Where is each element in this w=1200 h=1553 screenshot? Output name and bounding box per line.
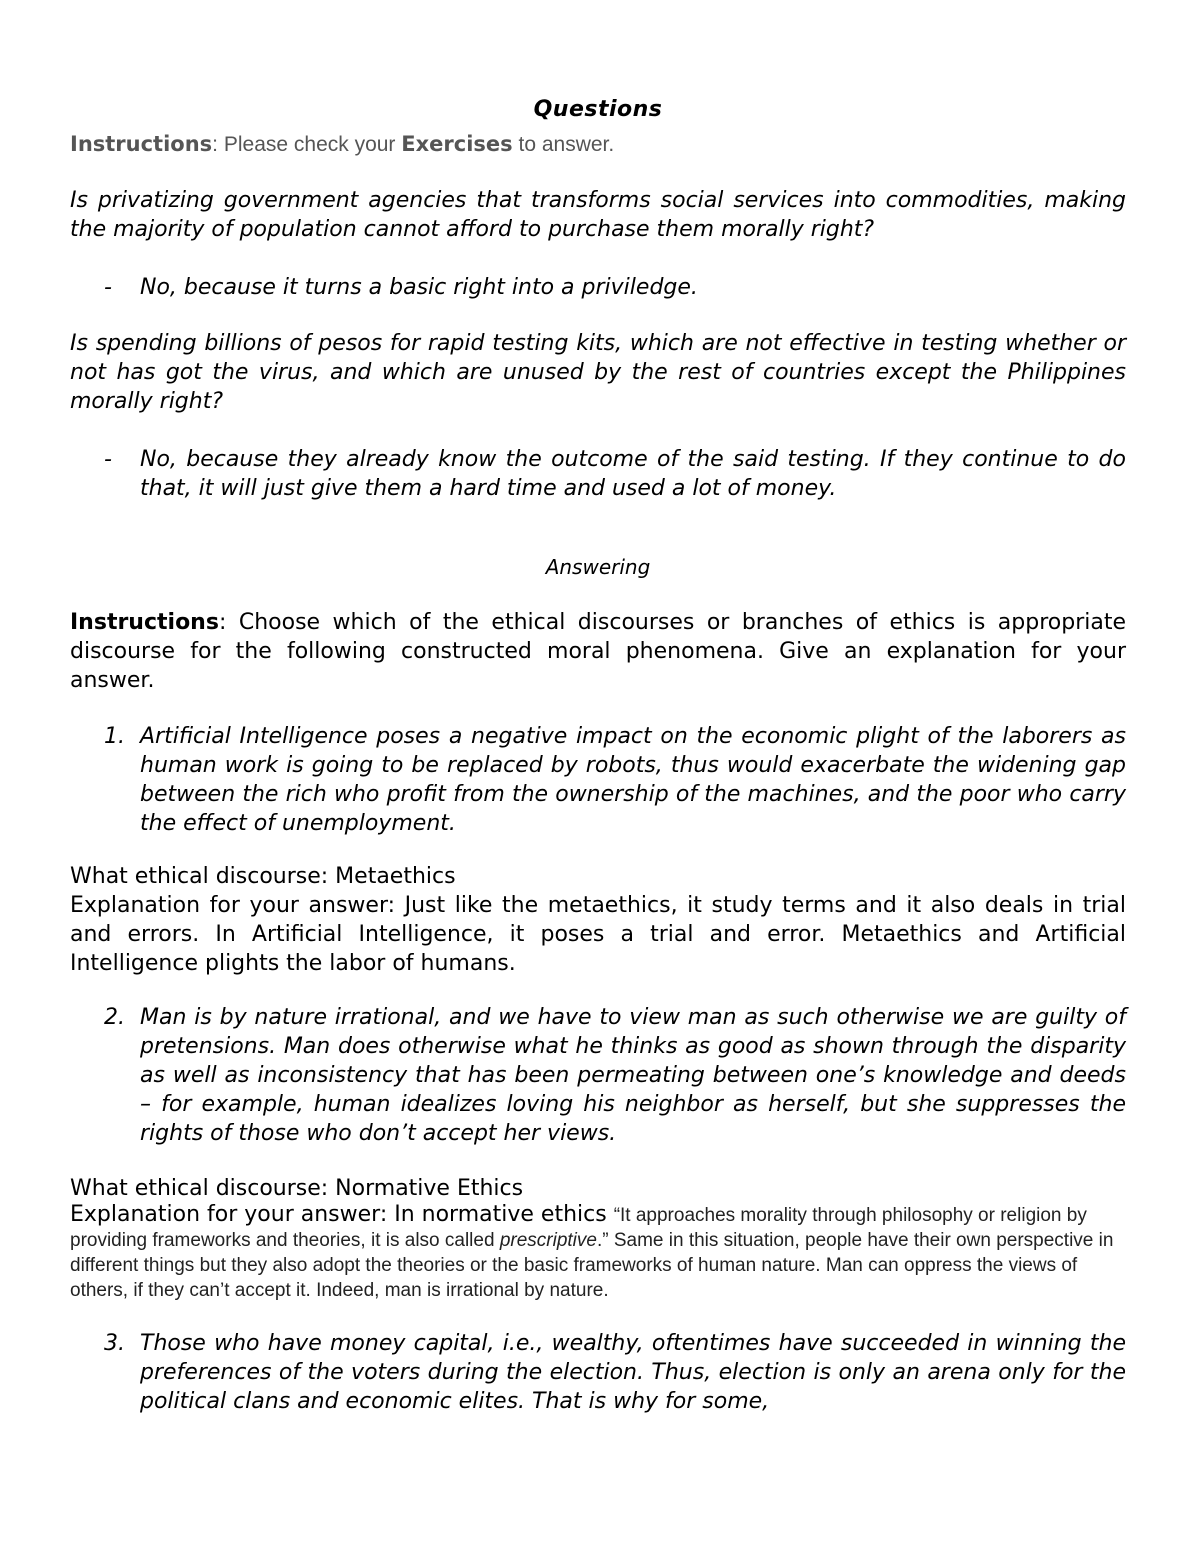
explanation-1: Explanation for your answer: Just like the metaethics, it study terms and it also deals in trial and errors. In Artificial Intelligence, it poses a trial and error. Metaethics and Artificial Intelligence plights the labor of humans.	[70, 893, 1126, 976]
answer-2	[70, 445, 1126, 503]
item-1-text: Artificial Intelligence poses a negative impact on the economic plight of the laborers as human work is going to be replaced by robots, thus would exacerbate the widening gap between the rich who profit from the ownership of the machines, and the poor who carry the effect of unemployment.	[140, 724, 1126, 836]
instructions-line	[70, 130, 1126, 159]
question-1: Is privatizing government agencies that transforms social services into commodities, making the majority of population cannot afford to purchase them morally right?	[70, 188, 1126, 242]
instructions-label: Instructions	[70, 132, 213, 156]
item-2-text: Man is by nature irrational, and we have to view man as such otherwise we are guilty of pretensions. Man does otherwise what he thinks as good as shown through the disparity as well as inconsistency that has been permeating between one’s knowledge and deeds – for example, human idealizes loving his neighbor as herself, but she suppresses the rights of those who don’t accept her views.	[140, 1005, 1126, 1146]
explanation-2-quote-2: .” Same in this situation, people have their own perspective in different things but they also adopt the theories or the basic frameworks of human nature. Man can oppress the views of others, if they can’t accept it. Indeed, man is irrational by nature.	[70, 1230, 1114, 1301]
answering-instructions	[70, 608, 1126, 695]
explanation-2-lead: Explanation for your answer: In normative ethics	[70, 1202, 614, 1227]
item-number: 1.	[104, 724, 125, 749]
list-item-2	[70, 1003, 1126, 1148]
dash-bullet: -	[104, 275, 112, 300]
answer-2-text: No, because they already know the outcome of the said testing. If they continue to do that, it will just give them a hard time and used a lot of money.	[140, 447, 1126, 501]
item-number: 2.	[104, 1005, 125, 1030]
list-item-3	[70, 1329, 1126, 1416]
dash-bullet: -	[104, 447, 112, 472]
answer-1-text: No, because it turns a basic right into a priviledge.	[140, 275, 698, 300]
item-number: 3.	[104, 1331, 125, 1356]
answering-instructions-text: : Choose which of the ethical discourses or branches of ethics is appropriate discourse for the following constructed moral phenomena. Give an explanation for your answer.	[70, 610, 1126, 693]
document-page	[70, 95, 1126, 1416]
explanation-2-quote-1: “It approaches morality through philosophy or religion by providing frameworks and theories, it is also called	[70, 1205, 1087, 1251]
explanation-2	[70, 1203, 1126, 1303]
list-item-1	[70, 722, 1126, 838]
item-3-text: Those who have money capital, i.e., wealthy, oftentimes have succeeded in winning the preferences of the voters during the election. Thus, election is only an arena only for the political clans and economic elites. That is why for some,	[140, 1331, 1126, 1414]
section-title-answering: Answering	[545, 555, 651, 579]
answer-1	[70, 273, 1126, 302]
instructions-text-2: to answer.	[512, 133, 615, 156]
question-2: Is spending billions of pesos for rapid testing kits, which are not effective in testing whether or not has got the virus, and which are unused by the rest of countries except the Philippines morally right?	[70, 331, 1126, 414]
instructions-text-1: : Please check your	[212, 133, 402, 156]
instructions-bold-word: Exercises	[401, 132, 513, 156]
page-title: Questions	[533, 97, 663, 122]
explanation-2-italic: prescriptive	[499, 1230, 597, 1251]
answering-instructions-label: Instructions	[70, 610, 219, 635]
discourse-1: What ethical discourse: Metaethics	[70, 864, 456, 889]
discourse-2: What ethical discourse: Normative Ethics	[70, 1176, 524, 1201]
